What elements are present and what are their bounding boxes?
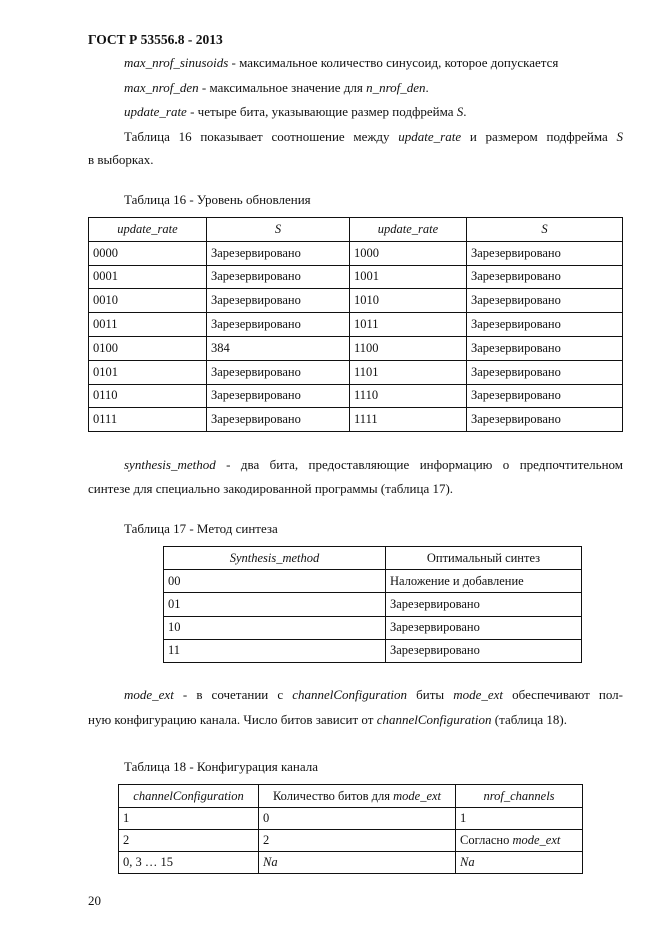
cell: Зарезервировано	[467, 408, 623, 432]
cell: 0101	[89, 360, 207, 384]
text: и размером подфрейма	[461, 129, 617, 144]
paragraph-update-rate	[124, 104, 467, 120]
paragraph-table16-intro-line2: в выборках.	[88, 152, 154, 167]
cell	[456, 830, 583, 852]
table-row	[164, 593, 582, 616]
text: .	[463, 104, 467, 119]
cell: 1101	[350, 360, 467, 384]
text: ную конфигурацию канала. Число битов зависит от	[88, 712, 377, 727]
term: channelConfiguration	[376, 712, 492, 727]
header-cell: update_rate	[89, 218, 207, 242]
table17	[163, 546, 582, 663]
cell: Зарезервировано	[467, 241, 623, 265]
paragraph-max-nrof-den	[124, 80, 429, 96]
term: synthesis_method	[124, 457, 216, 472]
table-row	[89, 265, 623, 289]
cell	[259, 852, 456, 874]
text: - максимальное количество синусоид, которое допускается	[228, 55, 559, 70]
cell: Зарезервировано	[386, 639, 582, 662]
cell: Зарезервировано	[207, 265, 350, 289]
cell: 1	[456, 808, 583, 830]
cell: 10	[164, 616, 386, 639]
term: max_nrof_den	[124, 80, 199, 95]
cell: 1000	[350, 241, 467, 265]
cell: Зарезервировано	[386, 616, 582, 639]
paragraph-synthesis-method-line2: синтезе для специально закодированной программы (таблица 17).	[88, 481, 454, 496]
table-row	[164, 639, 582, 662]
text: Na	[263, 855, 278, 869]
cell: 2	[119, 830, 259, 852]
cell: 11	[164, 639, 386, 662]
cell: Зарезервировано	[207, 384, 350, 408]
document-header: ГОСТ Р 53556.8 - 2013	[88, 32, 223, 47]
table17-caption: Таблица 17 - Метод синтеза	[124, 521, 278, 536]
table-row	[164, 616, 582, 639]
cell: Зарезервировано	[467, 265, 623, 289]
cell: Зарезервировано	[207, 408, 350, 432]
table16	[88, 217, 623, 432]
table-header-row	[119, 785, 583, 808]
cell: 0, 3 … 15	[119, 852, 259, 874]
cell: 0111	[89, 408, 207, 432]
paragraph-max-nrof-sinusoids	[124, 55, 558, 71]
cell: Зарезервировано	[467, 289, 623, 313]
header-cell: S	[467, 218, 623, 242]
page-number: 20	[88, 893, 101, 908]
cell: 1	[119, 808, 259, 830]
table-header-row	[164, 547, 582, 570]
header-cell: update_rate	[350, 218, 467, 242]
cell: 0000	[89, 241, 207, 265]
text: - в сочетании с	[173, 687, 293, 702]
table-header-row	[89, 218, 623, 242]
cell: Зарезервировано	[467, 313, 623, 337]
table-row	[119, 852, 583, 874]
cell	[456, 852, 583, 874]
term: update_rate	[398, 129, 462, 144]
cell: Зарезервировано	[207, 360, 350, 384]
cell: 1110	[350, 384, 467, 408]
text: - максимальное значение для	[198, 80, 367, 95]
term: mode_ext	[453, 687, 504, 702]
header-cell: S	[207, 218, 350, 242]
cell: 1100	[350, 336, 467, 360]
cell: Наложение и добавление	[386, 570, 582, 593]
term: channelConfiguration	[292, 687, 408, 702]
cell: 2	[259, 830, 456, 852]
table-row	[89, 336, 623, 360]
table18	[118, 784, 583, 874]
text: Количество битов для	[272, 788, 394, 803]
table-row	[119, 808, 583, 830]
table-row	[89, 360, 623, 384]
cell: 00	[164, 570, 386, 593]
cell: Зарезервировано	[207, 289, 350, 313]
term: S	[616, 129, 623, 144]
cell: 1111	[350, 408, 467, 432]
text: Согласно	[460, 833, 513, 847]
paragraph-mode-ext	[124, 687, 623, 703]
cell: 0001	[89, 265, 207, 289]
cell: 0	[259, 808, 456, 830]
cell: 1001	[350, 265, 467, 289]
term: S	[456, 104, 464, 119]
table-row	[164, 570, 582, 593]
table16-caption: Таблица 16 - Уровень обновления	[124, 192, 311, 207]
cell: 1010	[350, 289, 467, 313]
header-cell: Synthesis_method	[164, 547, 386, 570]
term: mode_ext	[124, 687, 174, 702]
text: .	[425, 80, 429, 95]
table-row	[119, 830, 583, 852]
header-cell: nrof_channels	[456, 785, 583, 808]
cell: 01	[164, 593, 386, 616]
term: mode_ext	[393, 788, 442, 803]
header-cell	[259, 785, 456, 808]
cell: Зарезервировано	[207, 313, 350, 337]
cell: Зарезервировано	[467, 384, 623, 408]
term: max_nrof_sinusoids	[124, 55, 229, 70]
text: - два бита, предоставляющие информацию о предпочтительном	[215, 457, 623, 472]
cell: Зарезервировано	[207, 241, 350, 265]
table-row	[89, 313, 623, 337]
table-row	[89, 289, 623, 313]
text: - четыре бита, указывающие размер подфрейма	[186, 104, 457, 119]
cell: 0010	[89, 289, 207, 313]
term: mode_ext	[512, 833, 561, 847]
text: Na	[460, 855, 475, 869]
term: update_rate	[124, 104, 187, 119]
table-row	[89, 241, 623, 265]
cell: 0100	[89, 336, 207, 360]
paragraph-synthesis-method	[124, 457, 623, 473]
cell: Зарезервировано	[467, 360, 623, 384]
header-cell: channelConfiguration	[119, 785, 259, 808]
term: n_nrof_den	[366, 80, 426, 95]
cell: 384	[207, 336, 350, 360]
table-row	[89, 384, 623, 408]
cell: 0110	[89, 384, 207, 408]
cell: 0011	[89, 313, 207, 337]
cell: 1011	[350, 313, 467, 337]
text: (таблица 18).	[491, 712, 568, 727]
text: биты	[407, 687, 454, 702]
text: обеспечивают пол-	[503, 687, 623, 702]
table18-caption: Таблица 18 - Конфигурация канала	[124, 759, 319, 774]
cell: Зарезервировано	[467, 336, 623, 360]
table-row	[89, 408, 623, 432]
paragraph-table16-intro	[124, 129, 623, 145]
header-cell: Оптимальный синтез	[386, 547, 582, 570]
paragraph-mode-ext-line2	[88, 712, 567, 728]
text: Таблица 16 показывает соотношение между	[124, 129, 399, 144]
cell: Зарезервировано	[386, 593, 582, 616]
